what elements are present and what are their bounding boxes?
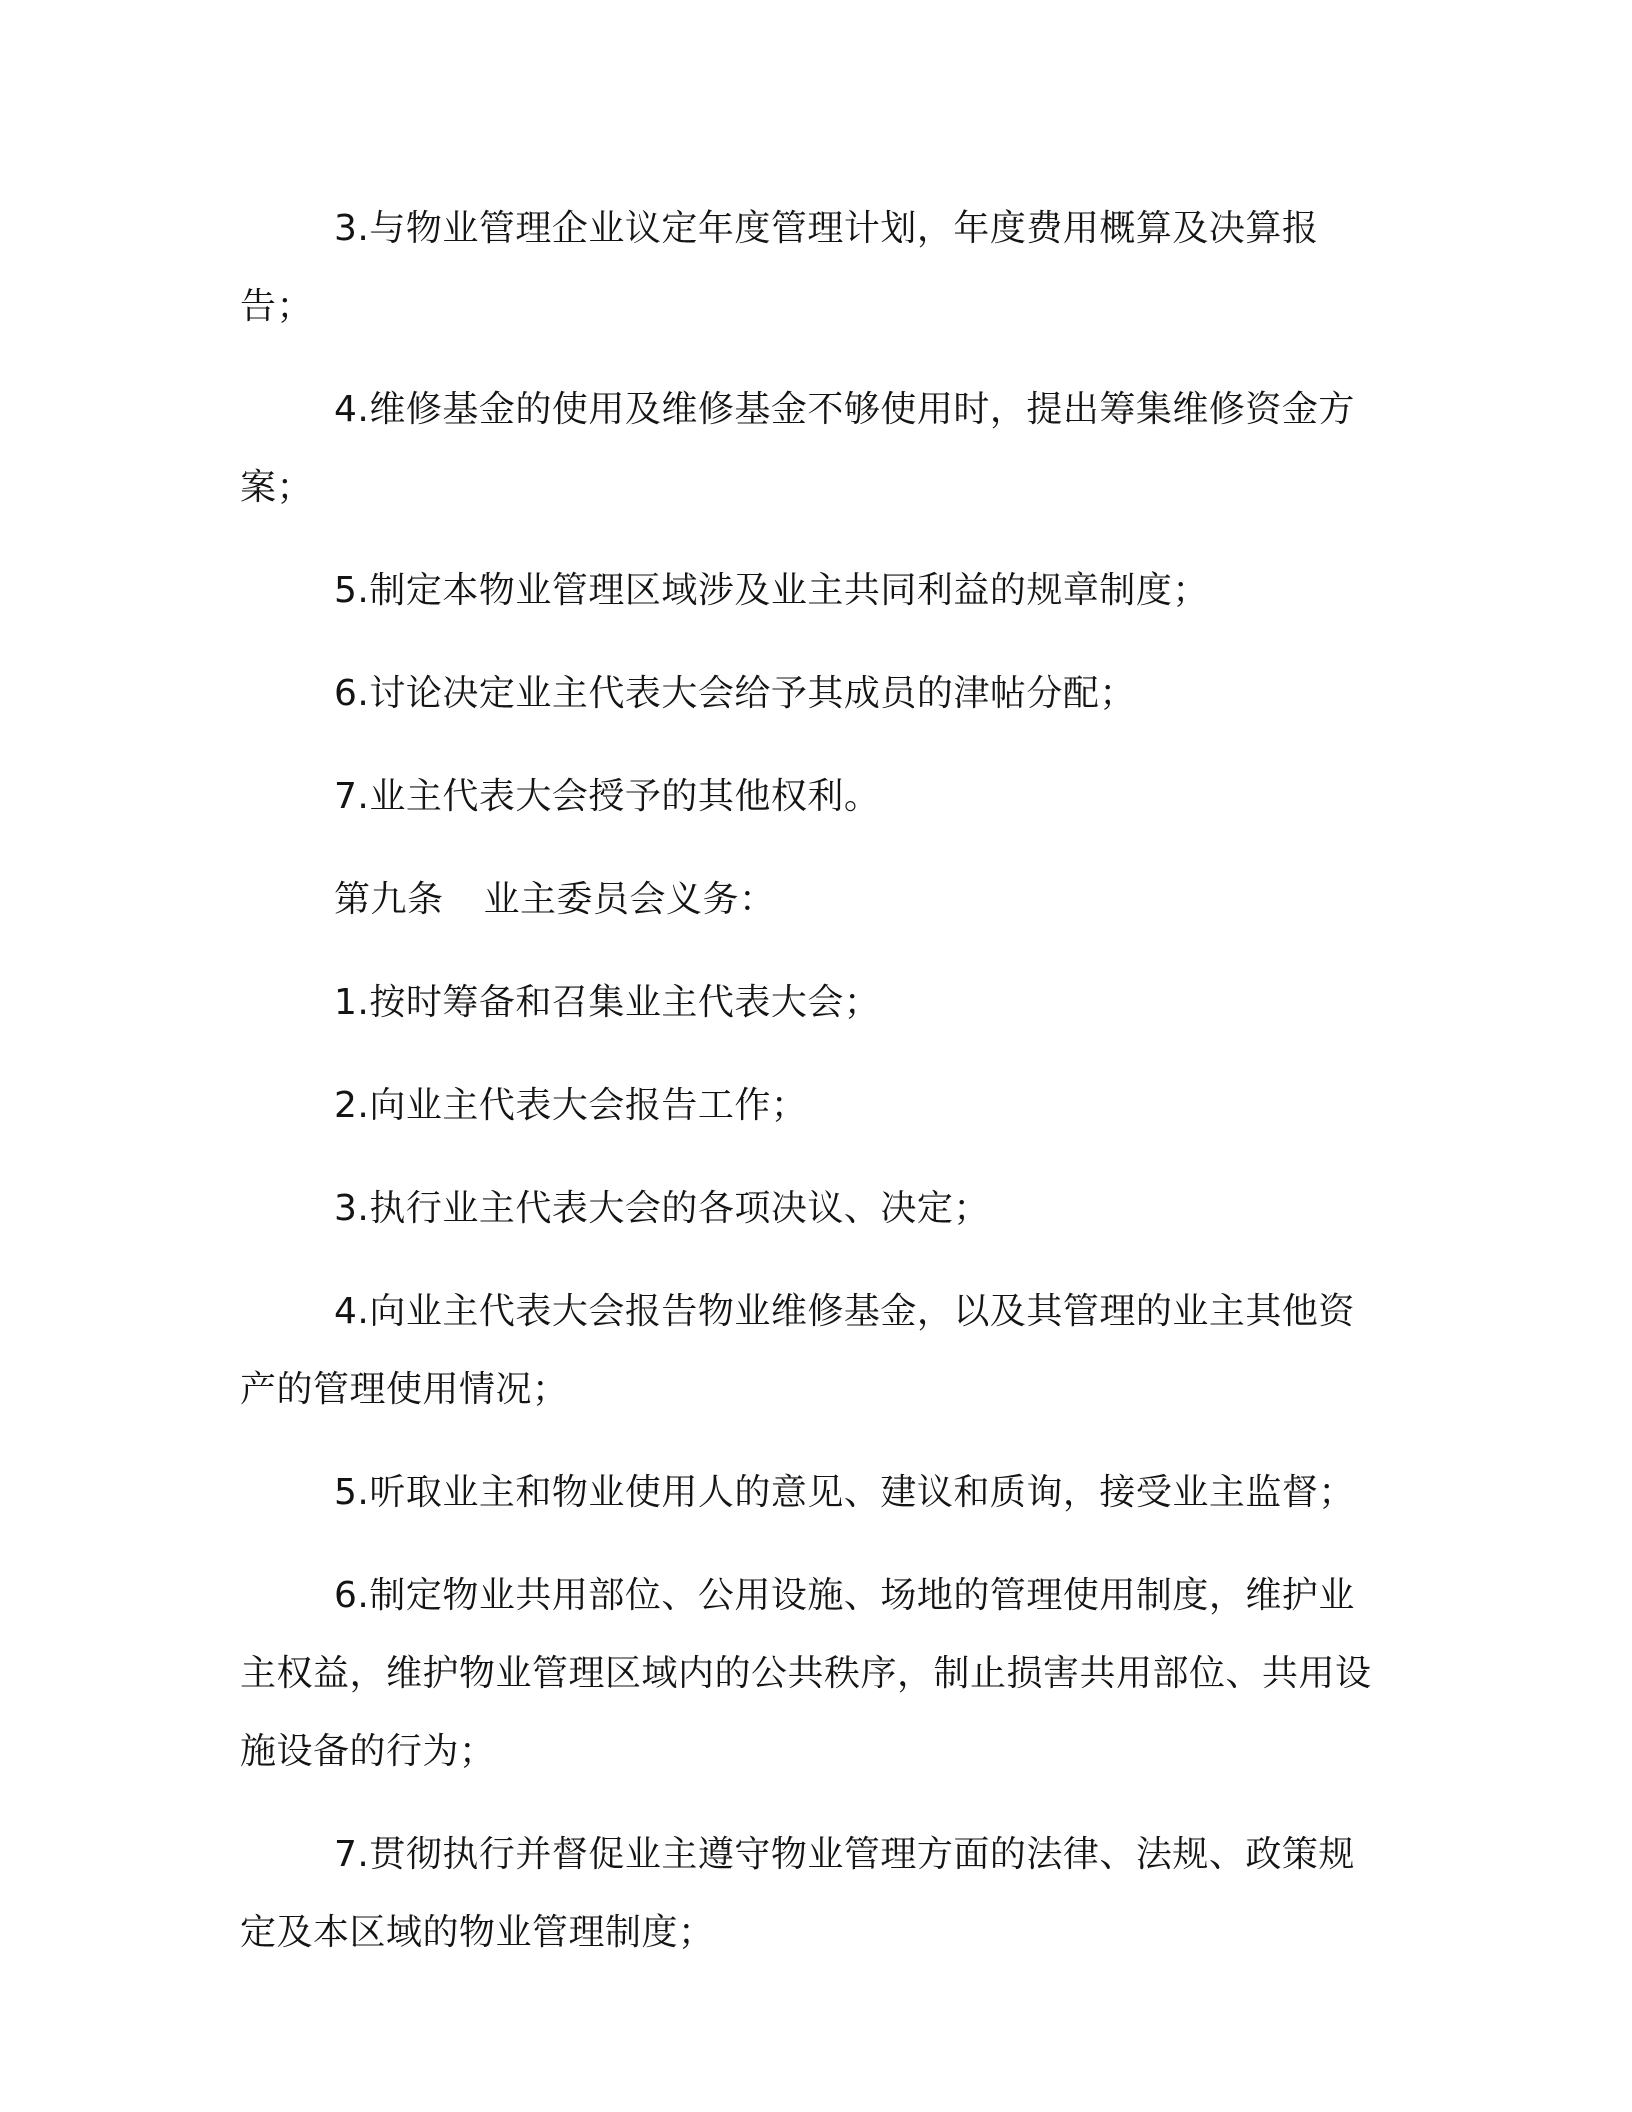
article-number: 第九条 (334, 879, 444, 920)
document-body (240, 190, 1380, 1972)
article-heading (240, 861, 1380, 939)
paragraph-duty-4: 4.向业主代表大会报告物业维修基金，以及其管理的业主其他资产的管理使用情况； (240, 1291, 1355, 1410)
paragraph-rights-5: 5.制定本物业管理区域涉及业主共同利益的规章制度； (334, 570, 1209, 611)
paragraph-rights-4: 4.维修基金的使用及维修基金不够使用时，提出筹集维修资金方案； (240, 389, 1355, 508)
paragraph-duty-6: 6.制定物业共用部位、公用设施、场地的管理使用制度，维护业主权益，维护物业管理区域内的公共秩序，制止损害共用部位、共用设施设备的行为； (240, 1575, 1372, 1772)
paragraph-duty-1: 1.按时筹备和召集业主代表大会； (334, 982, 881, 1023)
paragraph-rights-7: 7.业主代表大会授予的其他权利。 (334, 776, 881, 817)
paragraph-duty-5: 5.听取业主和物业使用人的意见、建议和质询，接受业主监督； (334, 1472, 1355, 1513)
article-title: 业主委员会义务： (483, 879, 776, 920)
paragraph-duty-7: 7.贯彻执行并督促业主遵守物业管理方面的法律、法规、政策规定及本区域的物业管理制度； (240, 1834, 1355, 1953)
paragraph-duty-3: 3.执行业主代表大会的各项决议、决定； (334, 1188, 990, 1229)
paragraph-rights-3: 3.与物业管理企业议定年度管理计划，年度费用概算及决算报告； (240, 208, 1319, 327)
paragraph-duty-2: 2.向业主代表大会报告工作； (334, 1085, 808, 1126)
paragraph-rights-6: 6.讨论决定业主代表大会给予其成员的津帖分配； (334, 673, 1136, 714)
